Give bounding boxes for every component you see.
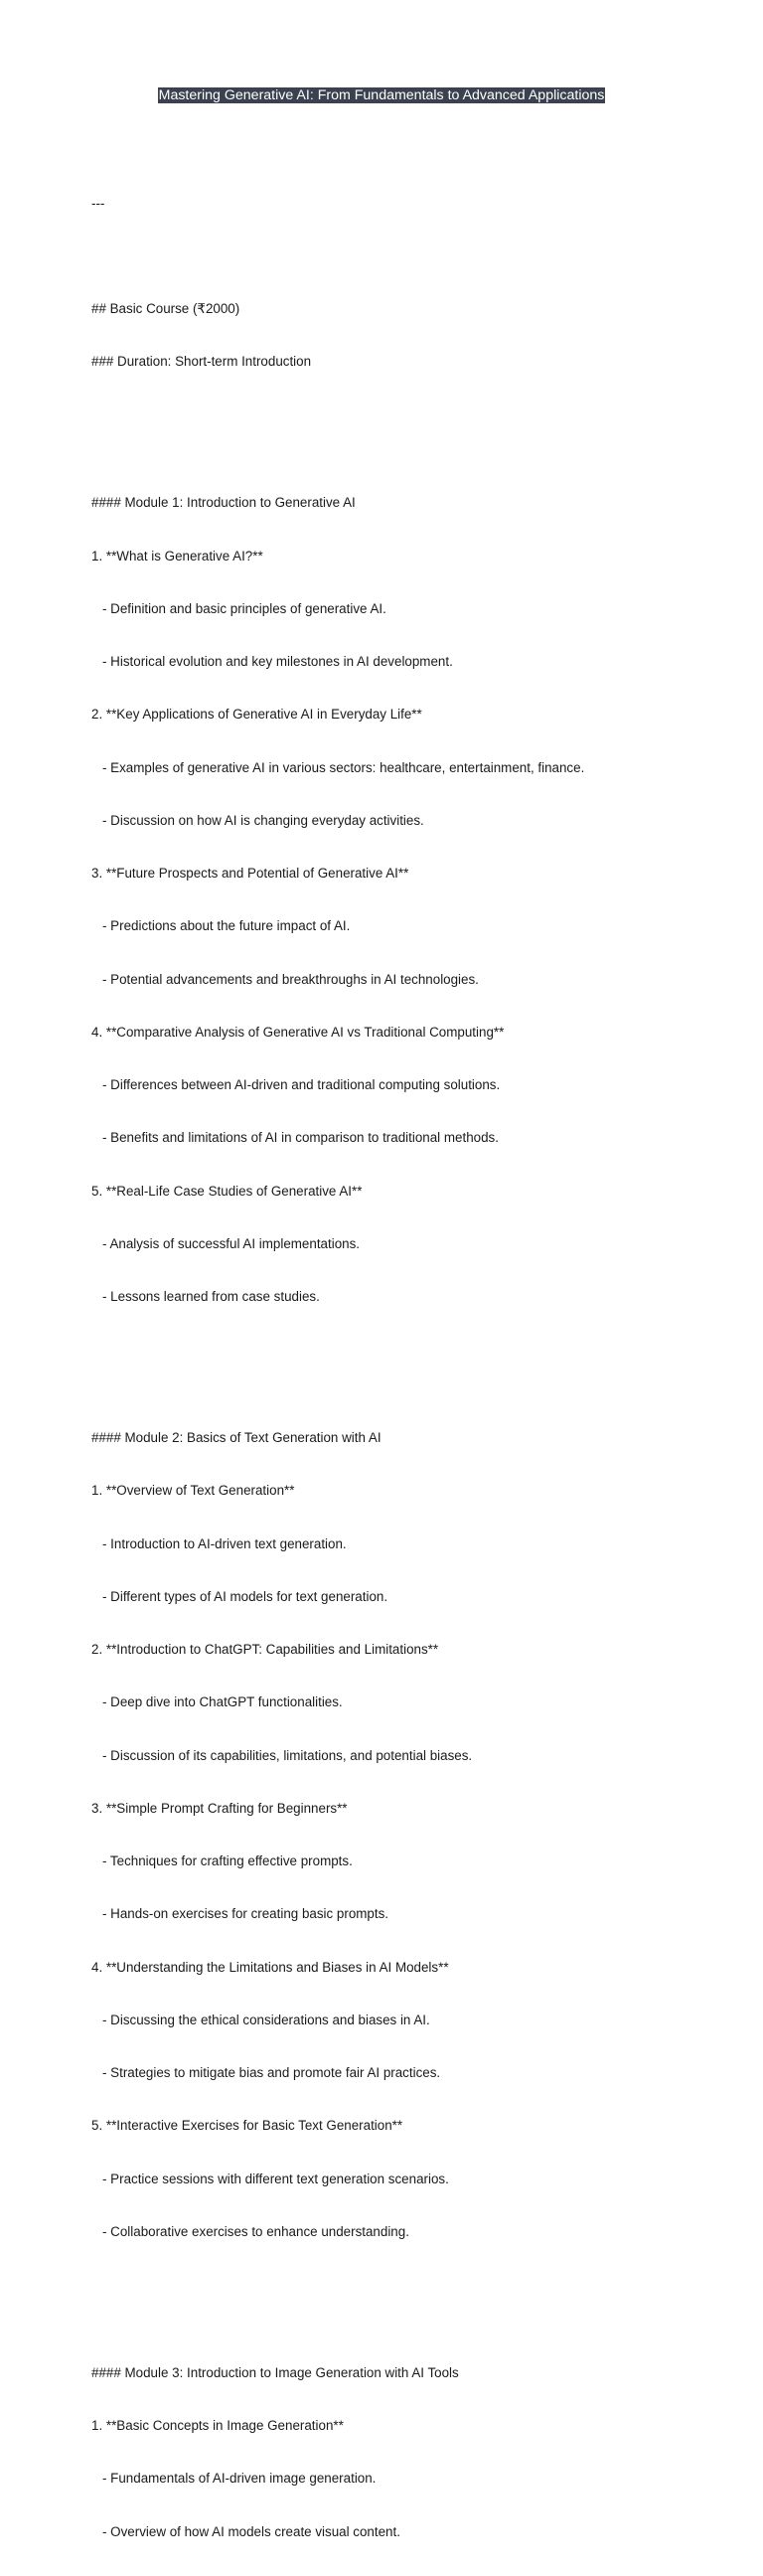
module-item-point: - Historical evolution and key milestones in AI development. (102, 654, 453, 669)
blank-line (91, 406, 727, 424)
module-item-title: 5. **Real-Life Case Studies of Generative AI** (91, 1183, 363, 1199)
module-heading: #### Module 3: Introduction to Image Generation with AI Tools (91, 2364, 459, 2380)
module-item-title: 5. **Interactive Exercises for Basic Text Generation** (91, 2118, 403, 2134)
module-item-point: - Predictions about the future impact of AI. (102, 918, 351, 934)
module-item-point: - Discussion on how AI is changing everyday activities. (102, 812, 424, 828)
module-item-point: - Lessons learned from case studies. (102, 1289, 320, 1304)
document-body (91, 159, 727, 2576)
module-heading: #### Module 1: Introduction to Generative AI (91, 495, 356, 511)
module-item-title: 1. **Basic Concepts in Image Generation** (91, 2418, 344, 2433)
module-heading: #### Module 2: Basics of Text Generation with AI (91, 1430, 382, 1445)
module-item-point: - Examples of generative AI in various sectors: healthcare, entertainment, finance. (102, 759, 585, 775)
course-heading: ## Basic Course (₹2000) (91, 301, 240, 316)
blank-line (91, 247, 727, 265)
blank-line (91, 2276, 727, 2294)
module-item-point: - Techniques for crafting effective prompts. (102, 1853, 353, 1868)
duration-heading: ### Duration: Short-term Introduction (91, 354, 312, 370)
module-item-point: - Strategies to mitigate bias and promote fair AI practices. (102, 2065, 441, 2080)
module-item-point: - Discussing the ethical considerations and biases in AI. (102, 2012, 430, 2027)
document-title-row (0, 86, 763, 104)
module-item-point: - Definition and basic principles of generative AI. (102, 600, 386, 616)
module-item-point: - Potential advancements and breakthroughs in AI technologies. (102, 971, 479, 987)
module-item-title: 2. **Introduction to ChatGPT: Capabilities and Limitations** (91, 1642, 439, 1657)
module-item-point: - Different types of AI models for text generation. (102, 1588, 388, 1604)
module-item-title: 2. **Key Applications of Generative AI in Everyday Life** (91, 707, 422, 723)
module-item-point: - Overview of how AI models create visual content. (102, 2523, 400, 2539)
module-item-point: - Hands-on exercises for creating basic prompts. (102, 1906, 389, 1922)
module-item-point: - Fundamentals of AI-driven image generation. (102, 2471, 377, 2487)
module-item-title: 1. **What is Generative AI?** (91, 548, 263, 564)
module-item-point: - Discussion of its capabilities, limitations, and potential biases. (102, 1747, 473, 1763)
module-item-point: - Differences between AI-driven and traditional computing solutions. (102, 1077, 501, 1092)
module-item-title: 4. **Comparative Analysis of Generative AI vs Traditional Computing** (91, 1024, 505, 1040)
module-item-point: - Introduction to AI-driven text generation. (102, 1535, 347, 1551)
module-item-point: - Benefits and limitations of AI in comparison to traditional methods. (102, 1130, 499, 1146)
module-item-point: - Collaborative exercises to enhance understanding. (102, 2223, 409, 2239)
module-item-title: 3. **Simple Prompt Crafting for Beginners** (91, 1800, 348, 1816)
module-item-point: - Deep dive into ChatGPT functionalities. (102, 1694, 343, 1710)
module-item-title: 3. **Future Prospects and Potential of Generative AI** (91, 866, 409, 881)
module-item-title: 1. **Overview of Text Generation** (91, 1483, 295, 1499)
blank-line (91, 1341, 727, 1359)
separator-line: --- (91, 195, 105, 211)
module-item-point: - Analysis of successful AI implementations. (102, 1235, 360, 1251)
module-item-point: - Practice sessions with different text generation scenarios. (102, 2171, 449, 2186)
document-title[interactable]: Mastering Generative AI: From Fundamentals to Advanced Applications (158, 87, 605, 103)
module-item-title: 4. **Understanding the Limitations and Biases in AI Models** (91, 1959, 449, 1975)
